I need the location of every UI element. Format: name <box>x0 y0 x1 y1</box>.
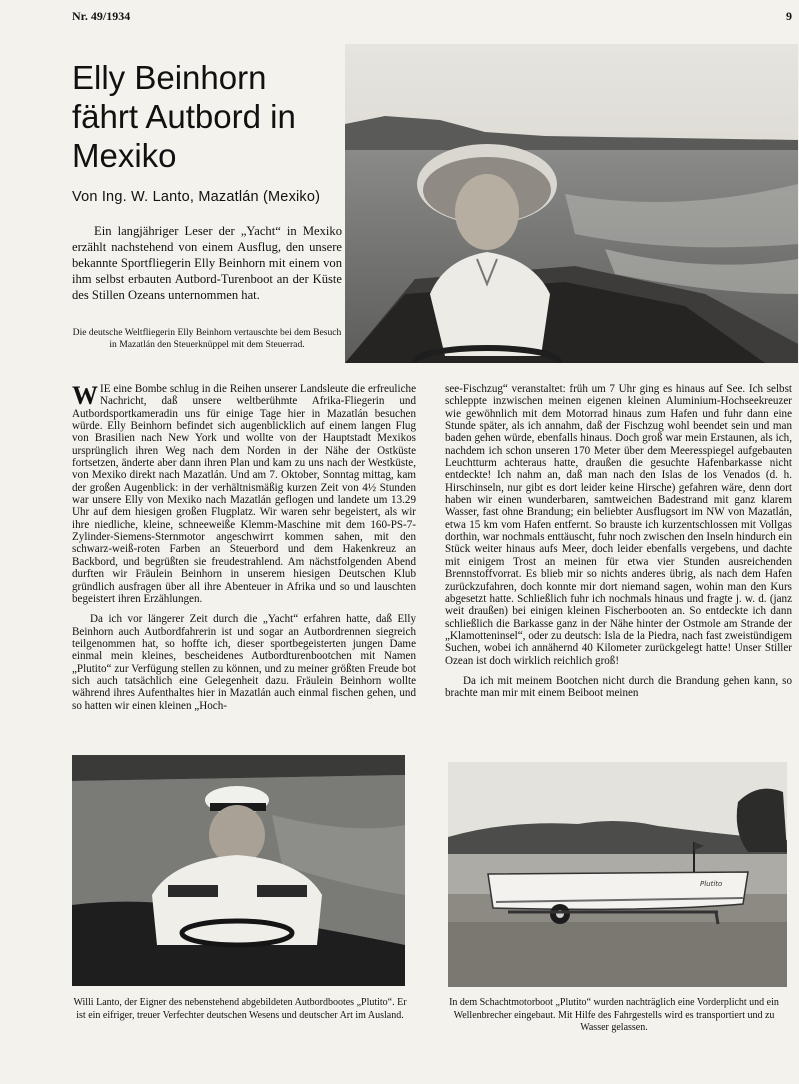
article-title <box>72 58 342 175</box>
intro-paragraph: Ein langjähriger Leser der „Yacht“ in Mexiko erzählt nachstehend von einem Ausflug, den unsere bekannte Sportfliegerin Elly Beinhorn mit einem von ihm selbst erbauten Autbord-Turenboot an der Küste des Stillen Ozeans unternommen hat. <box>72 224 342 302</box>
photo-boat-on-trailer <box>448 762 787 987</box>
title-line: Elly Beinhorn <box>72 59 267 96</box>
caption-bottom-left: Willi Lanto, der Eigner des nebenstehend abgebildeten Autbordbootes „Plutito“. Er ist ein eifriger, treuer Verfechter deutschen Wesens und deutscher Art im Ausland. <box>73 997 407 1021</box>
body-text: IE eine Bombe schlug in die Reihen unserer Landsleute die erfreuliche Nachricht, daß unsere weltberühmte Afrika-Fliegerin und Autbordsportkameradin uns für einige Tage hier in Mazatlán besuchen würde. Elly Beinhorn befindet sich augenblicklich auf einem langen Flug von Brasilien nach New York und wollte von der Hauptstadt Mexikos ursprünglich ihren Weg nach dem Norden in der Nähe der Ostküste fortsetzen, änderte aber dann ihren Plan und kam zu uns nach der Westküste, von Mexiko direkt nach Mazatlán. Und am 7. Oktober, Sonntag mittag, kam der großen Augenblick: in der verhältnismäßig kurzen Zeit von 4½ Stunden war unsere Elly von Mexiko nach Mazatlán geflogen und landete um 13.29 Uhr auf dem hiesigen großen Flugplatz. Wir waren sehr begeistert, als wir ihre niedliche, kleine, schneeweiße Klemm-Maschine mit dem 160-PS-7-Zylinder-Siemens-Sternmotor angeschwirrt kommen sahen, mit den schwarz-weiß-roten Farben an Steuerbord und dem Hakenkreuz an Backbord, und begrüßten sie freudestrahlend. Am nächstfolgenden Abend durften wir Fräulein Beinhorn in unserem hiesigen Deutschen Klub gründlich ausfragen über all ihre Abenteuer in Afrika und so und lauschten begeistert ihren Erzählungen. <box>72 383 416 605</box>
byline: Von Ing. W. Lanto, Mazatlán (Mexiko) <box>72 189 321 205</box>
issue-number: Nr. 49/1934 <box>72 9 131 23</box>
caption-top-photo: Die deutsche Weltfliegerin Elly Beinhorn vertauschte bei dem Besuch in Mazatlán den Steuerknüppel mit dem Steuerrad. <box>72 327 342 350</box>
body-paragraph: Da ich mit meinem Bootchen nicht durch die Brandung gehen kann, so brachte man mir mit einem Beiboot meinen <box>445 674 792 700</box>
body-column-right <box>445 383 792 700</box>
photo-woman-steering-boat <box>345 44 798 363</box>
body-paragraph: see-Fischzug“ veranstaltet: früh um 7 Uhr ging es hinaus auf See. Ich selbst schleppte inzwischen meinen eigenen kleinen Aluminium-Hochseekreuzer wie gewöhnlich mit dem Motorrad hinaus zum Hafen und fuhr dann eine Stunde später, als ich annahm, daß der Fischzug wohl beendet sein und man baden gehen würde, ebenfalls hinaus. Doch groß war mein Erstaunen, als ich, nachdem ich schon unseren 170 Meter über dem Meeresspiegel aufgebauten Leuchtturm achteraus hatte, draußen die gesuchte Hafenbarkasse nicht entdeckte! Ich nahm an, daß man nach den Islas de los Venados (d. h. Hirschinseln, nur gibt es dort leider keine Hirsche) gefahren wäre, denn dort haben wir einen wunderbaren, samtweichen Badestrand mit ganz klarem Wasser, fast ohne Brandung; ein beliebter Ausflugsort im NW von Mazatlán, etwa 15 km vom Hafen entfernt. So brauste ich kurzentschlossen mit Vollgas dorthin, war nochmals enttäuscht, fuhr noch zwischen den Inseln hindurch ein Stück weiter hinaus aufs Meer, doch leider ebenfalls vergebens, und dachte mit einigem Trost an meinen für etwa vier Stunden ausreichenden Brennstoffvorrat. Es blieb mir so nichts anderes übrig, als nach dem Hafen zurückzufahren, doch konnte mir dort niemand sagen, wohin man den Kurs abgesetzt hatte. Schließlich fuhr ich nochmals hinaus und fragte j. w. d. (janz weit draußen) bei einigen kleinen Fischerbooten an. So entdeckte ich dann schließlich die Barkasse ganz in der Nähe hinter der Ostmole am Strande der „Klamotteninsel“, oder zu deutsch: Isla de la Piedra, nach fast zweistündigem Suchen, wobei ich annähernd 40 Kilometer zurückgelegt hatte! Unser Stiller Ozean ist doch wirklich reichlich groß! <box>445 383 792 667</box>
body-paragraph: Da ich vor längerer Zeit durch die „Yacht“ erfahren hatte, daß Elly Beinhorn auch Autbordfahrerin ist und sogar an Autbordrennen siegreich teilgenommen hat, so hoffte ich, dieser sportbegeisterten jungen Dame einmal mein kleines, bescheidenes Autbordturenbootchen mit Namen „Plutito“ zur Verfügung stellen zu können, und zu meiner größten Freude bot sich auch tatsächlich eine Gelegenheit dazu. Fräulein Beinhorn wollte während ihres Aufenthaltes hier in Mazatlán auch einmal fischen gehen, und so hatten wir einen kleinen „Hoch- <box>72 613 416 712</box>
body-paragraph <box>72 383 416 605</box>
title-line: Mexiko <box>72 137 177 174</box>
page-number: 9 <box>786 9 792 23</box>
photo-man-in-captain-cap <box>72 755 405 986</box>
hull-name-text: Plutito <box>700 880 723 888</box>
title-line: fährt Autbord in <box>72 98 296 135</box>
dropcap: W <box>72 381 98 410</box>
caption-bottom-right: In dem Schachtmotorboot „Plutito“ wurden nachträglich eine Vorderplicht und ein Wellenbrecher eingebaut. Mit Hilfe des Fahrgestells wird es transportiert und zu Wasser gelassen. <box>449 997 779 1033</box>
body-column-left <box>72 383 416 712</box>
